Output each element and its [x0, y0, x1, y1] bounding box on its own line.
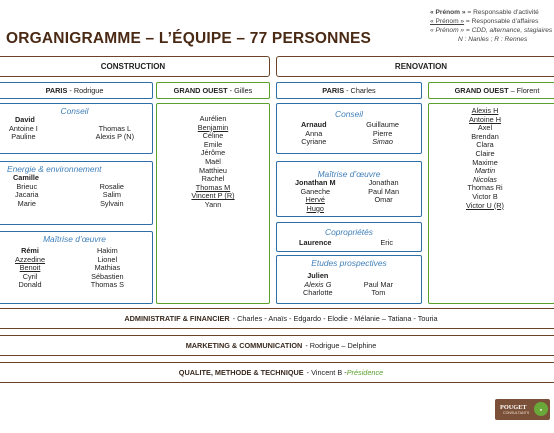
team-member: Sylvain	[100, 198, 124, 208]
construction-grandouest-box	[156, 103, 270, 304]
team-member: Guillaume	[366, 120, 399, 129]
team-member: Pierre	[372, 128, 393, 138]
team-member: Charlotte	[303, 288, 333, 298]
team-title-maitrise: Maîtrise d’œuvre	[317, 169, 381, 179]
qualite-bar-title: QUALITE, METHODE & TECHNIQUE	[178, 368, 304, 377]
admin-bar-title: ADMINISTRATIF & FINANCIER	[124, 314, 230, 323]
team-member: Thomas Ri	[467, 183, 503, 193]
team-lead: Laurence	[299, 238, 332, 247]
team-member: Omar	[374, 195, 393, 205]
team-member: Ganeche	[300, 186, 331, 196]
logo-emblem-icon: ●	[534, 402, 548, 416]
construction-maitrise-box	[0, 231, 153, 304]
team-member: Benoit	[19, 263, 41, 273]
team-member: Donald	[18, 280, 42, 290]
team-member: Maël	[205, 156, 221, 166]
legend-cdd: « Prénom » = CDD, alternance, stagiaires	[430, 27, 553, 34]
grandouest-list	[429, 107, 554, 210]
team-member: Cyril	[22, 271, 38, 281]
team-member: Salim	[102, 190, 121, 200]
team-member: Victor B	[472, 191, 498, 201]
team-member: Céline	[202, 131, 224, 141]
team-member: Eric	[380, 238, 393, 247]
team-member: Nicolas	[473, 174, 497, 184]
team-member: Rosalie	[99, 181, 124, 191]
team-lead: Rémi	[21, 246, 39, 255]
qualite-bar	[0, 362, 554, 383]
team-member: Thomas L	[98, 123, 132, 133]
renovation-grandouest-title: GRAND OUEST – Florent	[454, 86, 540, 95]
team-member: Aurélien	[199, 114, 227, 123]
team-member: Jérôme	[200, 148, 226, 158]
team-member: Matthieu	[199, 165, 227, 175]
team-lead: Camille	[13, 173, 39, 182]
logo-sub: CONSULTANTS	[503, 410, 530, 415]
legend-key-affaires: « Prénom »	[430, 18, 465, 25]
legend-sites: N : Nanles ; R : Rennes	[458, 36, 528, 43]
construction-conseil-box	[0, 103, 153, 154]
team-title-energie: Energie & environnement	[7, 164, 102, 174]
construction-grandouest-header	[156, 82, 270, 99]
renovation-etudes-box	[276, 255, 422, 304]
team-member: Clara	[476, 140, 494, 150]
team-member: Alexis G	[304, 279, 332, 289]
renovation-grandouest-header	[428, 82, 554, 99]
construction-paris-title: PARIS - Rodrigue	[45, 86, 104, 95]
legend	[430, 8, 552, 44]
team-lead: Jonathan M	[295, 178, 336, 187]
construction-label: CONSTRUCTION	[100, 62, 166, 71]
team-member: Azzedine	[15, 254, 46, 264]
team-member: Brendan	[471, 131, 499, 141]
team-lead: Julien	[307, 271, 329, 280]
team-member: Thomas S	[90, 280, 124, 290]
team-title-maitrise: Maîtrise d’œuvre	[43, 234, 106, 244]
team-member: Mathias	[94, 263, 121, 273]
team-member: Marie	[17, 198, 36, 208]
marketing-bar-title: MARKETING & COMMUNICATION	[185, 341, 303, 350]
team-title-coproprietes: Copropriétés	[325, 227, 373, 237]
renovation-conseil-box	[276, 103, 422, 154]
renovation-grandouest-box	[428, 103, 554, 304]
renovation-maitrise-box	[276, 161, 422, 217]
logo-name: POUGET	[500, 403, 527, 411]
renovation-label: RENOVATION	[394, 62, 448, 71]
team-member: Cyriane	[301, 137, 327, 147]
team-member: Victor U (R)	[466, 200, 504, 210]
legend-text-activity: = Responsable d'activité	[465, 9, 539, 16]
team-title-conseil: Conseil	[335, 109, 363, 119]
team-member: Pauline	[11, 132, 36, 142]
marketing-bar-members: - Rodrigue – Delphine	[305, 341, 377, 350]
team-member: Claire	[475, 148, 495, 158]
marketing-bar	[0, 335, 554, 356]
team-member: Antoine H	[468, 114, 502, 124]
company-logo	[495, 399, 550, 420]
team-title-etudes: Etudes prospectives	[311, 258, 387, 268]
team-member: Benjamin	[197, 122, 229, 132]
team-member: Emile	[203, 139, 223, 149]
team-member: Antoine I	[9, 123, 38, 133]
presidence-label: Présidence	[346, 368, 384, 377]
admin-bar-members: - Charles - Anaïs - Edgardo - Elodie - Mélanie – Tatiana - Touria	[232, 314, 438, 323]
construction-paris-header	[0, 82, 153, 99]
team-lead: David	[15, 115, 35, 124]
renovation-header	[276, 56, 554, 77]
renovation-paris-header	[276, 82, 422, 99]
team-member: Rachel	[201, 174, 225, 184]
team-member: Paul Mar	[363, 279, 393, 289]
team-member: Axel	[477, 123, 493, 133]
construction-header	[0, 56, 270, 77]
page-title: ORGANIGRAMME – L’ÉQUIPE – 77 PERSONNES	[6, 30, 372, 47]
qualite-bar-members: - Vincent B -	[306, 368, 347, 377]
renovation-coproprietes-box	[276, 222, 422, 252]
team-member: Tom	[371, 288, 386, 298]
team-member: Anna	[305, 128, 323, 138]
team-member: Thomas M	[195, 182, 231, 192]
team-member: Yann	[204, 199, 222, 209]
construction-grandouest-title: GRAND OUEST - Gilles	[173, 86, 253, 95]
team-member: Simao	[372, 137, 393, 147]
grandouest-list	[157, 115, 269, 210]
team-member: Brieuc	[16, 181, 38, 191]
team-member: Paul Man	[368, 186, 399, 196]
team-member: Jacaria	[15, 190, 39, 200]
construction-energie-box	[0, 161, 153, 225]
team-member: Hakim	[97, 246, 118, 255]
team-member: Hugo	[306, 203, 324, 213]
team-title-conseil: Conseil	[60, 106, 89, 116]
team-lead: Arnaud	[301, 120, 327, 129]
team-member: Alexis H	[471, 106, 499, 115]
admin-bar	[0, 308, 554, 329]
team-member: Martin	[474, 166, 496, 176]
team-member: Hervé	[305, 195, 325, 205]
team-member: Jonathan	[368, 178, 399, 187]
team-member: Vincent P (R)	[191, 191, 235, 201]
legend-text-affaires: = Responsable d'affaires	[464, 18, 539, 25]
renovation-paris-title: PARIS - Charles	[322, 86, 376, 95]
team-member: Maxime	[472, 157, 498, 167]
team-member: Sébastien	[91, 271, 124, 281]
team-member: Lionel	[97, 254, 118, 264]
legend-key-activity: « Prénom »	[430, 9, 466, 16]
team-member: Alexis P (N)	[95, 132, 134, 142]
